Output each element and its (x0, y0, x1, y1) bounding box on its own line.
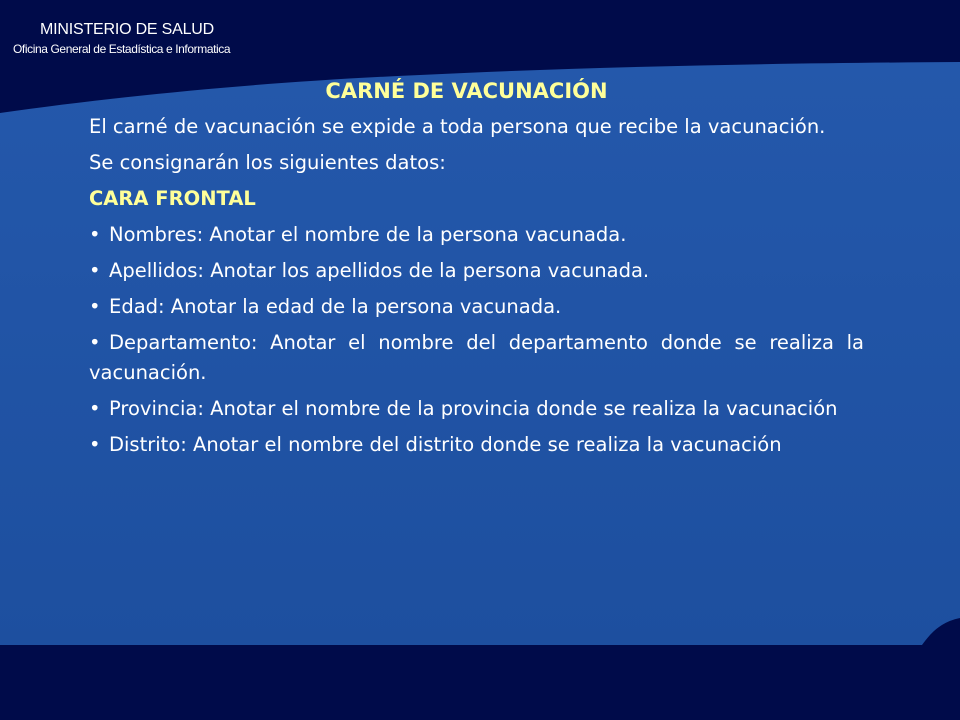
bullet-icon: • (89, 331, 101, 354)
section-heading: CARA FRONTAL (89, 187, 256, 210)
bullet-icon: • (89, 295, 101, 318)
bullet-icon: • (89, 397, 101, 420)
bullet-icon: • (89, 433, 101, 456)
item-text: Anotar la edad de la persona vacunada. (164, 295, 562, 318)
item-label: Departamento: (109, 331, 258, 354)
list-item (89, 394, 864, 424)
list-item (89, 328, 864, 388)
item-text: Anotar el nombre del departamento donde se realiza la vacunación. (89, 331, 864, 384)
intro-paragraph: El carné de vacunación se expide a toda persona que recibe la vacunación. (89, 115, 826, 138)
item-text: Anotar los apellidos de la persona vacunada. (204, 259, 650, 282)
item-label: Nombres: (109, 223, 204, 246)
item-label: Distrito: (109, 433, 187, 456)
list-item (89, 220, 864, 250)
item-text: Anotar el nombre de la persona vacunada. (203, 223, 627, 246)
header (0, 0, 960, 80)
item-label: Apellidos: (109, 259, 205, 282)
office-name: Oficina General de Estadística e Informatica (13, 42, 231, 56)
bullet-icon: • (89, 259, 101, 282)
bullet-icon: • (89, 223, 101, 246)
item-text: Anotar el nombre de la provincia donde se realiza la vacunación (203, 397, 838, 420)
item-text: Anotar el nombre del distrito donde se realiza la vacunación (186, 433, 782, 456)
list-item (89, 256, 864, 286)
lead-paragraph: Se consignarán los siguientes datos: (89, 151, 446, 174)
item-label: Edad: (109, 295, 165, 318)
item-label: Provincia: (109, 397, 204, 420)
organization-name: MINISTERIO DE SALUD (40, 21, 215, 38)
slide-content (89, 76, 864, 466)
list-item (89, 430, 864, 460)
slide-title: CARNÉ DE VACUNACIÓN (325, 79, 608, 103)
list-item (89, 292, 864, 322)
